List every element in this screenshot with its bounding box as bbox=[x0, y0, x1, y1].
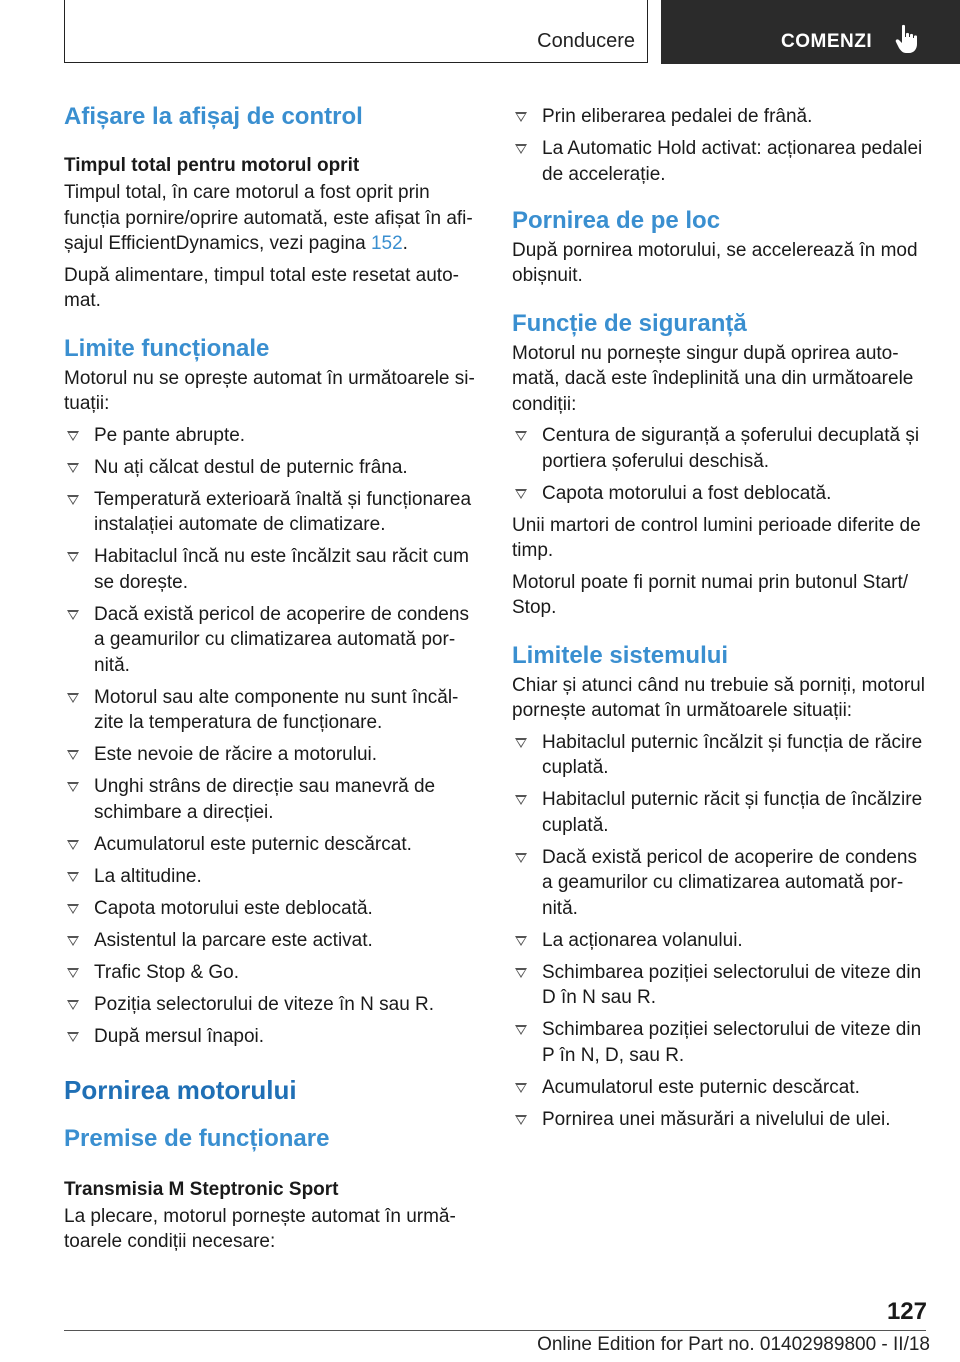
list-item: După mersul înapoi. bbox=[64, 1024, 478, 1050]
triangle-bullet-icon bbox=[67, 495, 79, 505]
triangle-bullet-icon bbox=[515, 144, 527, 154]
paragraph-limits-intro: Motorul nu se oprește automat în următoarele si‐tuații: bbox=[64, 367, 475, 414]
list-functional-limits bbox=[64, 423, 478, 1050]
triangle-bullet-icon bbox=[515, 853, 527, 863]
section-tab-label: Conducere bbox=[537, 30, 635, 52]
subheading-total-time: Timpul total pentru motorul oprit bbox=[64, 155, 360, 176]
start-tab[interactable] bbox=[661, 0, 960, 64]
list-item: Temperatură exterioară înaltă și funcționarea instalației automate de climatizare. bbox=[64, 487, 478, 538]
paragraph-indicator-lights: Unii martori de control lumini perioade diferite de timp. bbox=[512, 514, 921, 561]
paragraph-total-time: Timpul total, în care motorul a fost oprit prin funcția pornire/oprire automată, este afișat în afi‐șajul EfficientDynamics, vezi pagina 152. bbox=[64, 182, 473, 254]
list-item: Habitaclul încă nu este încălzit sau răcit cum se dorește. bbox=[64, 544, 478, 595]
list-item: Pornirea unei măsurări a nivelului de ulei. bbox=[512, 1107, 928, 1133]
list-item: La Automatic Hold activat: acționarea pedalei de accelerație. bbox=[512, 136, 928, 187]
list-item: Unghi strâns de direcție sau manevră de schimbare a direcției. bbox=[64, 774, 478, 825]
chapter-title-engine-start: Pornirea motorului bbox=[64, 1074, 297, 1105]
list-item: Schimbarea poziției selectorului de viteze din D în N sau R. bbox=[512, 960, 928, 1011]
section-tab[interactable] bbox=[64, 0, 648, 63]
list-item: Capota motorului este deblocată. bbox=[64, 896, 478, 922]
list-item: La altitudine. bbox=[64, 864, 478, 890]
list-item: La acționarea volanului. bbox=[512, 928, 928, 954]
section-title-control-display: Afișare la afișaj de control bbox=[64, 103, 363, 130]
triangle-bullet-icon bbox=[515, 795, 527, 805]
triangle-bullet-icon bbox=[67, 782, 79, 792]
list-item: Dacă există pericol de acoperire de condens a geamurilor cu climatizarea automată por‐nită. bbox=[512, 845, 928, 922]
list-safety-conditions bbox=[512, 423, 928, 506]
list-item: Acumulatorul este puternic descărcat. bbox=[512, 1075, 928, 1101]
paragraph-safety-intro: Motorul nu pornește singur după oprirea auto‐mată, dacă este îndeplinită una din următoarele condiții: bbox=[512, 342, 914, 415]
right-column bbox=[512, 100, 928, 1139]
list-item: Dacă există pericol de acoperire de condens a geamurilor cu climatizarea automată por‐nită. bbox=[64, 602, 478, 679]
page-header bbox=[0, 0, 960, 66]
list-item: Prin eliberarea pedalei de frână. bbox=[512, 104, 928, 130]
triangle-bullet-icon bbox=[67, 872, 79, 882]
triangle-bullet-icon bbox=[67, 1032, 79, 1042]
footer-divider bbox=[64, 1330, 926, 1331]
list-item: Schimbarea poziției selectorului de viteze din P în N, D, sau R. bbox=[512, 1017, 928, 1068]
triangle-bullet-icon bbox=[515, 968, 527, 978]
section-title-preconditions: Premise de funcționare bbox=[64, 1124, 330, 1152]
triangle-bullet-icon bbox=[515, 936, 527, 946]
list-item: Acumulatorul este puternic descărcat. bbox=[64, 832, 478, 858]
triangle-bullet-icon bbox=[67, 610, 79, 620]
triangle-bullet-icon bbox=[67, 463, 79, 473]
triangle-bullet-icon bbox=[515, 1115, 527, 1125]
list-item: Asistentul la parcare este activat. bbox=[64, 928, 478, 954]
triangle-bullet-icon bbox=[67, 1000, 79, 1010]
triangle-bullet-icon bbox=[67, 936, 79, 946]
edition-note: Online Edition for Part no. 01402989800 - II/18 bbox=[537, 1334, 930, 1355]
page-link-152[interactable]: 152 bbox=[370, 233, 403, 254]
start-tab-label: COMENZI bbox=[781, 31, 873, 52]
list-item: Poziția selectorului de viteze în N sau R. bbox=[64, 992, 478, 1018]
triangle-bullet-icon bbox=[515, 738, 527, 748]
list-item: Motorul sau alte componente nu sunt încăl‐zite la temperatura de funcționare. bbox=[64, 685, 478, 736]
triangle-bullet-icon bbox=[515, 112, 527, 122]
list-item: Habitaclul puternic răcit și funcția de încălzire cuplată. bbox=[512, 787, 928, 838]
section-title-drive-off: Pornirea de pe loc bbox=[512, 206, 721, 234]
triangle-bullet-icon bbox=[515, 431, 527, 441]
list-system-limits bbox=[512, 730, 928, 1133]
paragraph-reset: După alimentare, timpul total este resetat auto‐mat. bbox=[64, 264, 459, 311]
list-item: Capota motorului a fost deblocată. bbox=[512, 481, 928, 507]
hand-pointer-icon bbox=[895, 24, 921, 54]
paragraph-system-limits-intro: Chiar și atunci când nu trebuie să porniți, motorul pornește automat în următoarele situații: bbox=[512, 674, 925, 721]
triangle-bullet-icon bbox=[67, 750, 79, 760]
triangle-bullet-icon bbox=[67, 431, 79, 441]
triangle-bullet-icon bbox=[515, 1083, 527, 1093]
list-item: Nu ați călcat destul de puternic frâna. bbox=[64, 455, 478, 481]
section-title-system-limits: Limitele sistemului bbox=[512, 641, 729, 669]
paragraph-start-stop-button: Motorul poate fi pornit numai prin butonul Start/ Stop. bbox=[512, 571, 909, 618]
paragraph-drive-off: După pornirea motorului, se accelerează în mod obișnuit. bbox=[512, 239, 918, 286]
page-number: 127 bbox=[886, 1298, 927, 1325]
section-title-safety-function: Funcție de siguranță bbox=[512, 309, 747, 337]
triangle-bullet-icon bbox=[67, 693, 79, 703]
triangle-bullet-icon bbox=[67, 552, 79, 562]
list-item: Pe pante abrupte. bbox=[64, 423, 478, 449]
list-start-conditions bbox=[512, 104, 928, 187]
triangle-bullet-icon bbox=[515, 489, 527, 499]
list-item: Trafic Stop & Go. bbox=[64, 960, 478, 986]
left-column bbox=[64, 100, 478, 1255]
triangle-bullet-icon bbox=[67, 904, 79, 914]
paragraph-transmission: La plecare, motorul pornește automat în urmă‐toarele condiții necesare: bbox=[64, 1205, 456, 1252]
triangle-bullet-icon bbox=[515, 1025, 527, 1035]
triangle-bullet-icon bbox=[67, 968, 79, 978]
list-item: Centura de siguranță a șoferului decuplată și portiera șoferului deschisă. bbox=[512, 423, 928, 474]
subheading-transmission: Transmisia M Steptronic Sport bbox=[64, 1178, 339, 1200]
list-item: Este nevoie de răcire a motorului. bbox=[64, 742, 478, 768]
section-title-functional-limits: Limite funcționale bbox=[64, 334, 270, 362]
list-item: Habitaclul puternic încălzit și funcția de răcire cuplată. bbox=[512, 730, 928, 781]
triangle-bullet-icon bbox=[67, 840, 79, 850]
